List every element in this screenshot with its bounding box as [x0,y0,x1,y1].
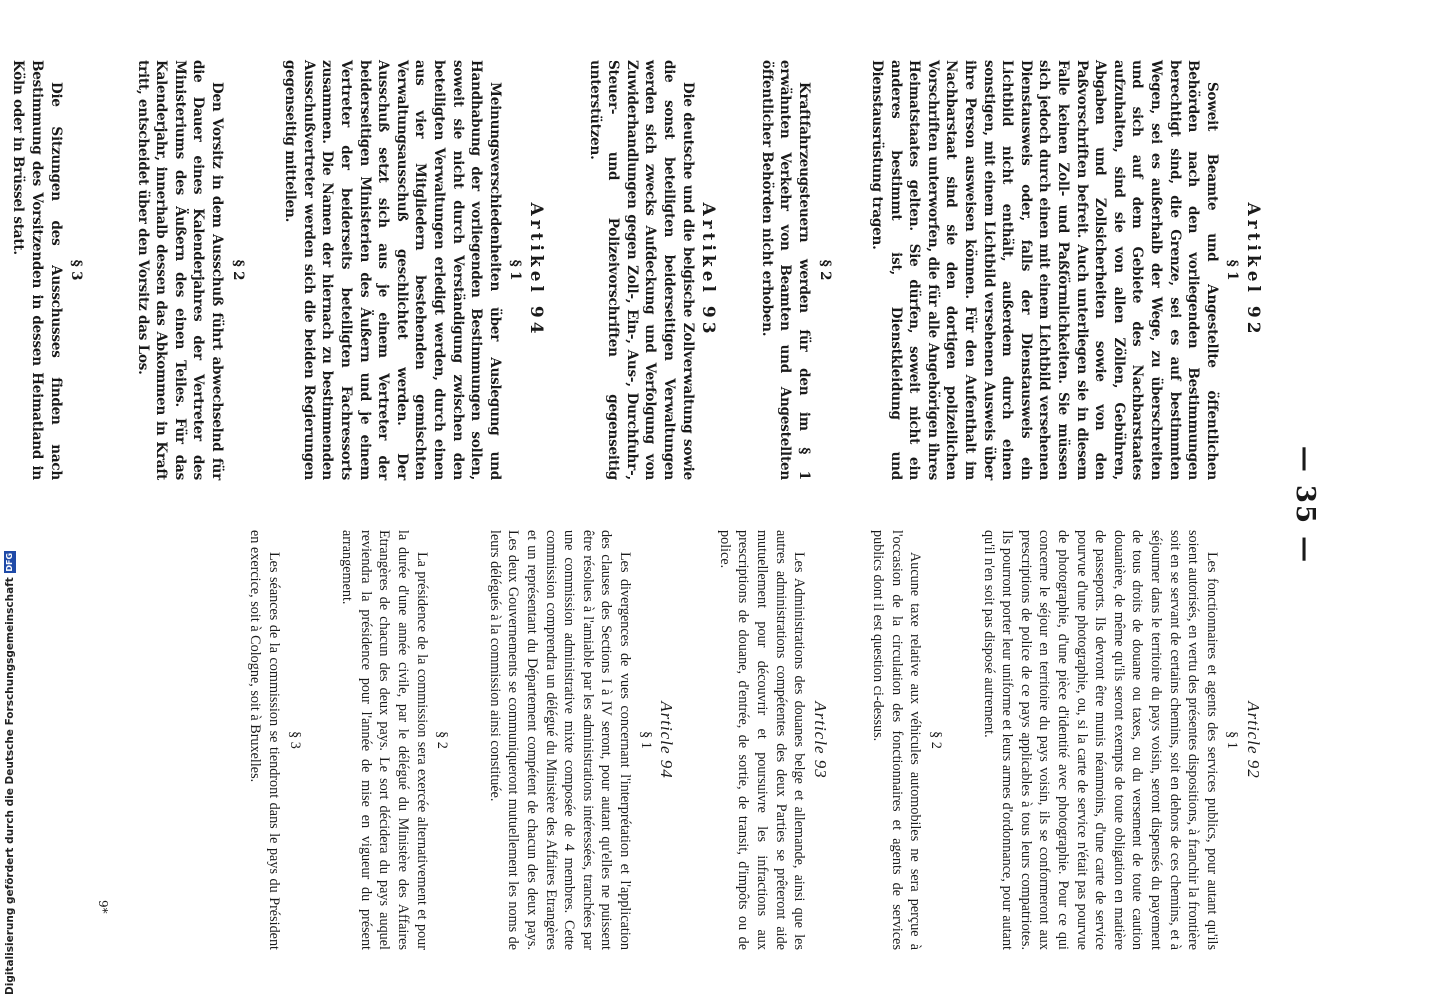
article-94-s1-de: Meinungsverschiedenheiten über Auslegung und Handhabung der vorliegenden Bestimmungen sollen, soweit sie nicht durch Verständigung zwischen den beteiligten Verwaltungen erledigt werden, durch einen aus vier Mitgliedern bestehenden gemischten Verwaltungsausschuß geschlichtet werden. Der Ausschuß setzt sich aus je einem Vertreter der beiderseitigen Ministerien des Äußern und je einem Vertreter der beiderseits beteiligten Fachressorts zusammen. Die Namen der hiernach zu bestimmenden Ausschußvertreter werden sich die beiden Regierungen gegenseitig mitteilen. [282,60,503,480]
page-number: — 35 — [1290,445,1320,565]
rotated-content [10,40,1320,970]
section-heading: § 1 [1224,259,1241,281]
section-heading: § 1 [1224,731,1241,749]
article-93-title-fr: Article 93 [810,701,830,779]
article-92-title-fr: Article 92 [1244,701,1263,779]
german-column [3,60,1270,480]
footnote-mark: 9* [96,900,110,914]
section-heading: § 2 [816,259,833,281]
article-94-s1-fr: Les divergences de vues concernant l'interprétation et l'application des clauses des Sections I à IV seront, pour autant qu'elles ne puissent être résolues à l'amiable par les administrations intéressées, tranchées par une commission administrative mixte composée de 4 membres. Cette commission comprendra un délégué du Ministère des Affaires Etrangères et un représentant du Département compétent de chacun des deux pays. Les deux Gouvernements se communiqueront mutuellement les noms de leurs délégués à la commission ainsi constituée. [486,530,633,950]
article-92-s1-fr: Les fonctionnaires et agents des services publics, pour autant qu'ils soient autorisés, en vertu des présentes dispositions, à franchir la frontière soit en se servant de certains chemins, soit en dehors de ces chemins, et à séjourner dans le territoire du pays voisin, seront dispensés du payement de tous droits de douane ou taxes, ou du versement de toute caution douanière, de même qu'ils seront exempts de toute obligation en matière de passeports. Ils devront être munis néanmoins, d'une carte de service pourvue d'une photographie, ou, si la carte de service n'était pas pourvue de photographie, d'une pièce d'identité avec photographie. Pour ce qui concerne le séjour en territoire du pays voisin, ils se conformeront aux prescriptions de police de ce pays applicables à tous leurs compatriotes. Ils pourront porter leur uniforme et leurs armes d'ordonnance, pour autant qu'il n'en soit pas disposé autrement. [980,530,1220,950]
section-heading: § 1 [507,259,524,281]
article-94-s2-fr: La présidence de la commission sera exercée alternativement et pour la durée d'une année civile, par le délégué du Ministère des Affaires Etrangères de chacun des deux pays. Le sort décidera du pays auquel reviendra la présidence pour l'année de mise en vigueur du présent arrangement. [339,530,430,950]
digitization-credit [4,5,16,995]
section-heading: § 2 [928,731,945,749]
section-heading: § 2 [229,259,246,281]
credit-text: Digitalisierung gefördert durch die Deutsche Forschungsgemeinschaft [4,577,16,995]
article-92-s1-de: Soweit Beamte und Angestellte öffentlichen Behörden nach den vorliegenden Bestimmungen berechtigt sind, die Grenze, sei es auf bestimmten Wegen, sei es außerhalb der Wege, zu überschreiten und sich auf dem Gebiete des Nachbarstaates aufzuhalten, sind sie von allen Zöllen, Gebühren, Abgaben und Zollsicherheiten sowie von den Paßvorschriften befreit. Auch unterliegen sie in diesem Falle keinen Zoll- und Paßförmlichkeiten. Sie müssen sich jedoch durch einen mit einem Lichtbild versehenen Dienstausweis oder, falls der Dienstausweis ein Lichtbild nicht enthält, außerdem durch einen sonstigen, mit einem Lichtbild versehenen Ausweis über ihre Person ausweisen können. Für den Aufenthalt im Nachbarstaat sind sie den dortigen polizeilichen Vorschriften unterworfen, die für alle Angehörigen ihres Heimatstaates gelten. Sie dürfen, soweit nicht ein anderes bestimmt ist, Dienstkleidung und Dienstausrüstung tragen. [869,60,1220,480]
section-heading: § 3 [68,259,85,281]
article-92-s2-fr: Aucune taxe relative aux véhicules automobiles ne sera perçue à l'occasion de la circulation des fonctionnaires et agents de services publics dont il est question ci-dessus. [870,530,924,950]
article-92-title-de: Artikel 92 [1243,202,1263,338]
article-94-title-de: Artikel 94 [526,202,546,338]
article-92-s2-de: Kraftfahrzeugsteuern werden für den im § 1 erwähnten Verkehr von Beamten und Angestellten öffentlicher Behörden nicht erhoben. [758,60,812,480]
article-93-de: Die deutsche und die belgische Zollverwaltung sowie die sonst beteiligten beiderseitigen Verwaltungen werden sich zwecks Aufdeckung und Verfolgung von Zuwiderhandlungen gegen Zoll-, Ein-, Aus-, Durchfuhr-, Steuer- und Polizeivorschriften gegenseitig unterstützen. [586,60,696,480]
section-heading: § 2 [434,731,451,749]
article-93-title-de: Artikel 93 [698,202,719,338]
dfg-logo-icon: DFG [5,552,14,572]
french-column [240,530,1270,950]
section-heading: § 3 [286,731,303,749]
article-94-title-fr: Article 94 [657,701,677,779]
article-94-s3-fr: Les séances de la commission se tiendront dans le pays du Président en exercice, soit à Cologne, soit à Bruxelles. [247,530,283,950]
article-93-fr: Les Administrations des douanes belge et allemande, ainsi que les autres administrations compétentes des deux Parties se prêteront aide mutuellement pour découvrir et poursuivre les infractions aux prescriptions de douane, d'entrée, de sortie, de transit, d'impôts ou de police. [716,530,808,950]
section-heading: § 1 [637,731,654,749]
article-94-s3-de: Die Sitzungen des Ausschusses finden nach Bestimmung des Vorsitzenden in dessen Heimatland in Köln oder in Brüssel statt. [10,60,64,480]
article-94-s2-de: Den Vorsitz in dem Ausschuß führt abwechselnd für die Dauer eines Kalenderjahres der Vertreter des Ministeriums des Äußern des einen Teiles. Für das Kalenderjahr, innerhalb dessen das Abkommen in Kraft tritt, entscheidet über den Vorsitz das Los. [134,60,226,480]
